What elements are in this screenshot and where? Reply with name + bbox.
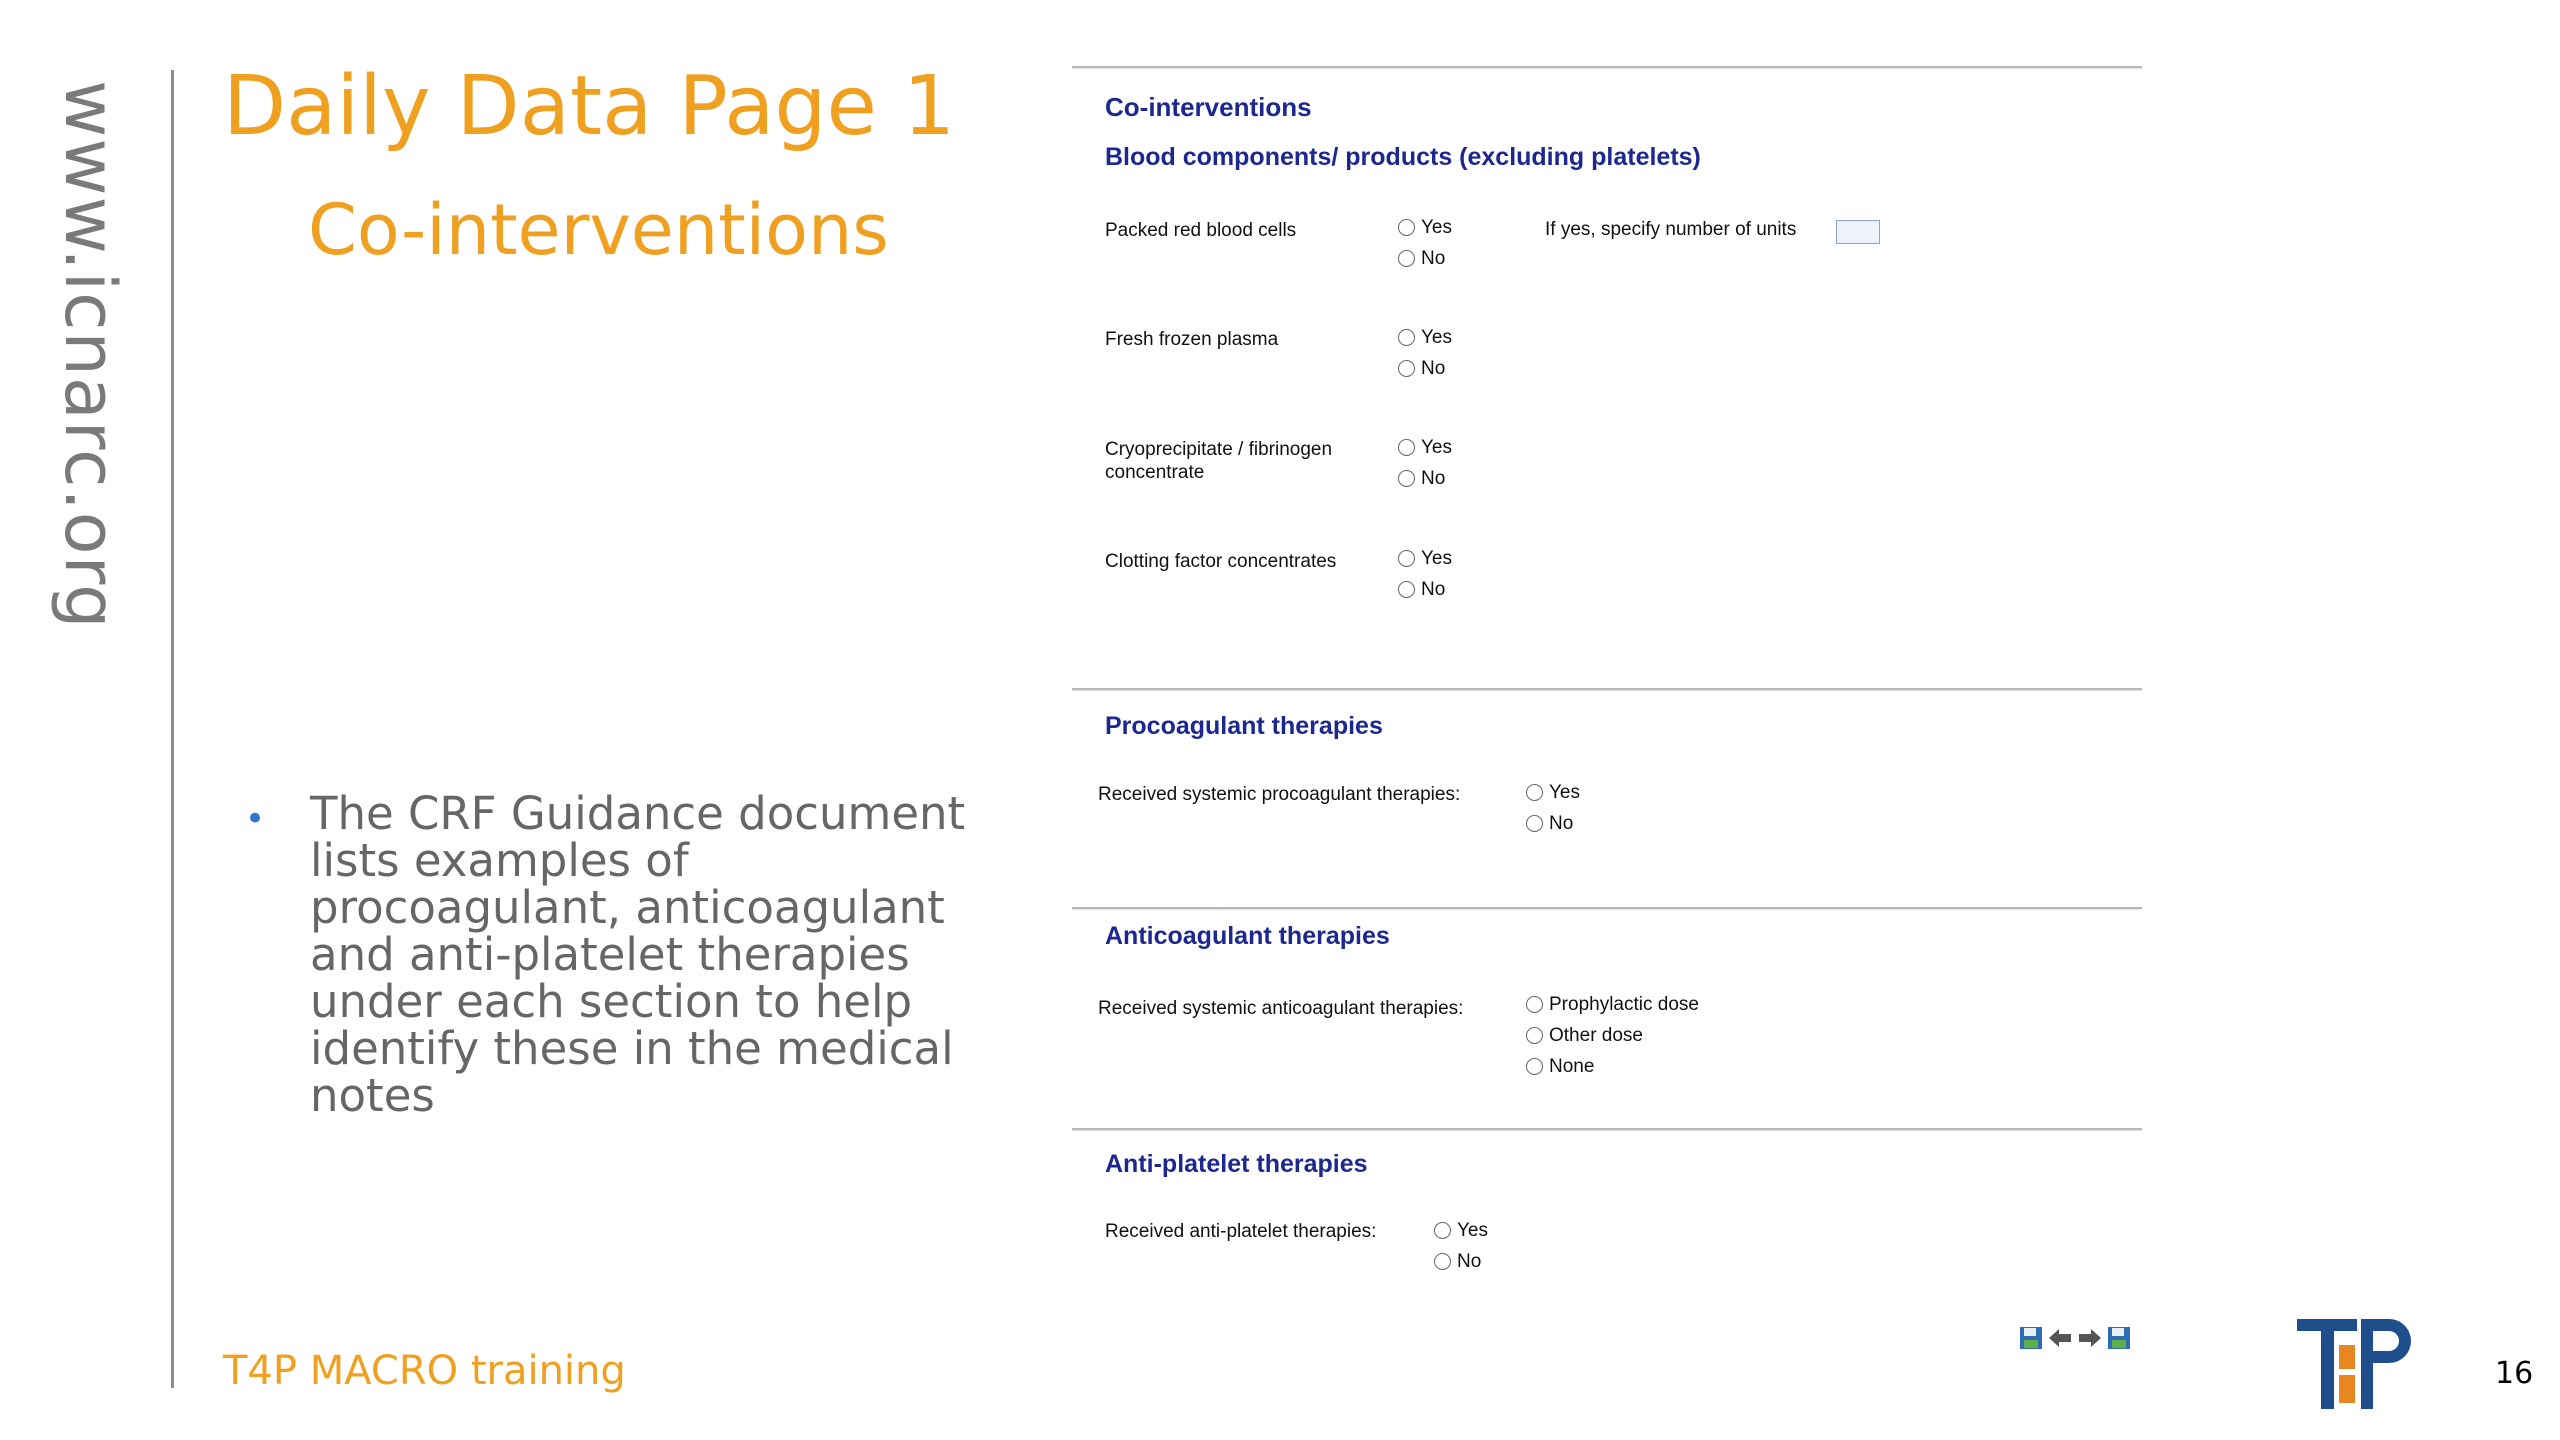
radio-option[interactable]	[1434, 1246, 1488, 1277]
radio-group-antiplatelet	[1434, 1215, 1488, 1277]
radio-button[interactable]	[1526, 1058, 1543, 1075]
radio-option[interactable]	[1398, 212, 1452, 243]
radio-option[interactable]	[1526, 808, 1580, 839]
radio-option[interactable]	[1526, 989, 1699, 1020]
radio-button[interactable]	[1398, 581, 1415, 598]
divider	[1072, 907, 2142, 910]
question-label: Received anti-platelet therapies:	[1105, 1221, 1377, 1242]
radio-label: Other dose	[1549, 1024, 1643, 1046]
radio-option[interactable]	[1398, 243, 1452, 274]
t4p-logo-icon	[2295, 1315, 2425, 1415]
question-label: Packed red blood cells	[1105, 220, 1297, 241]
radio-label: Yes	[1457, 1219, 1488, 1241]
crf-form-screenshot	[1072, 0, 2144, 1360]
question-label: Received systemic anticoagulant therapies:	[1098, 998, 1464, 1019]
divider	[1072, 688, 2142, 691]
radio-button[interactable]	[1526, 996, 1543, 1013]
bullet-point	[245, 787, 975, 1122]
radio-button[interactable]	[1434, 1222, 1451, 1239]
radio-option[interactable]	[1398, 574, 1452, 605]
radio-label: No	[1421, 357, 1446, 379]
procoagulant-heading: Procoagulant therapies	[1105, 712, 1383, 740]
radio-button[interactable]	[1398, 329, 1415, 346]
radio-label: None	[1549, 1055, 1595, 1077]
radio-label: Yes	[1421, 216, 1452, 238]
vertical-divider	[171, 70, 174, 1388]
question-label: Received systemic procoagulant therapies:	[1098, 784, 1461, 805]
radio-group-cryoprecipitate	[1398, 432, 1452, 494]
radio-button[interactable]	[1398, 360, 1415, 377]
radio-option[interactable]	[1526, 1051, 1699, 1082]
form-navigation	[2019, 1326, 2131, 1355]
radio-label: No	[1457, 1250, 1482, 1272]
slide-subtitle: Co-interventions	[308, 189, 889, 271]
radio-button[interactable]	[1398, 439, 1415, 456]
question-label: Fresh frozen plasma	[1105, 329, 1279, 350]
radio-label: Prophylactic dose	[1549, 993, 1699, 1015]
radio-button[interactable]	[1398, 250, 1415, 267]
radio-option[interactable]	[1398, 543, 1452, 574]
forward-arrow-icon[interactable]	[2077, 1326, 2103, 1355]
radio-label: Yes	[1421, 547, 1452, 569]
form-section-title: Co-interventions	[1105, 92, 1312, 122]
save-icon[interactable]	[2019, 1326, 2043, 1355]
website-url: www.icnarc.org	[49, 80, 131, 630]
radio-label: Yes	[1421, 436, 1452, 458]
radio-group-packed-rbc	[1398, 212, 1452, 274]
radio-option[interactable]	[1398, 432, 1452, 463]
question-label: Cryoprecipitate / fibrinogen concentrate	[1105, 439, 1333, 483]
radio-option[interactable]	[1398, 353, 1452, 384]
radio-group-procoagulant	[1526, 777, 1580, 839]
anticoagulant-heading: Anticoagulant therapies	[1105, 922, 1390, 950]
radio-option[interactable]	[1398, 322, 1452, 353]
radio-button[interactable]	[1398, 550, 1415, 567]
radio-label: Yes	[1549, 781, 1580, 803]
question-label: Clotting factor concentrates	[1105, 551, 1337, 572]
units-input[interactable]	[1836, 220, 1880, 244]
units-label: If yes, specify number of units	[1545, 219, 1797, 240]
radio-button[interactable]	[1526, 815, 1543, 832]
back-arrow-icon[interactable]	[2047, 1326, 2073, 1355]
slide-title: Daily Data Page 1	[223, 59, 956, 154]
radio-group-ffp	[1398, 322, 1452, 384]
radio-label: No	[1421, 467, 1446, 489]
radio-option[interactable]	[1526, 777, 1580, 808]
radio-label: No	[1421, 247, 1446, 269]
radio-label: No	[1549, 812, 1574, 834]
radio-button[interactable]	[1526, 784, 1543, 801]
antiplatelet-heading: Anti-platelet therapies	[1105, 1150, 1368, 1178]
radio-button[interactable]	[1398, 219, 1415, 236]
blood-components-heading: Blood components/ products (excluding platelets)	[1105, 143, 1701, 171]
radio-button[interactable]	[1434, 1253, 1451, 1270]
radio-button[interactable]	[1398, 470, 1415, 487]
radio-label: Yes	[1421, 326, 1452, 348]
save-icon[interactable]	[2107, 1326, 2131, 1355]
page-number: 16	[2495, 1356, 2534, 1391]
radio-option[interactable]	[1434, 1215, 1488, 1246]
footer-text: T4P MACRO training	[223, 1348, 626, 1394]
radio-button[interactable]	[1526, 1027, 1543, 1044]
bullet-text: The CRF Guidance document lists examples of procoagulant, anticoagulant and anti-platelet therapies under each section to help identify these in the medical notes	[310, 787, 966, 1122]
radio-option[interactable]	[1398, 463, 1452, 494]
divider	[1072, 66, 2142, 69]
radio-option[interactable]	[1526, 1020, 1699, 1051]
radio-group-clotting-factor	[1398, 543, 1452, 605]
radio-label: No	[1421, 578, 1446, 600]
divider	[1072, 1128, 2142, 1131]
bullet-icon: •	[245, 799, 266, 839]
radio-group-anticoagulant	[1526, 989, 1699, 1082]
